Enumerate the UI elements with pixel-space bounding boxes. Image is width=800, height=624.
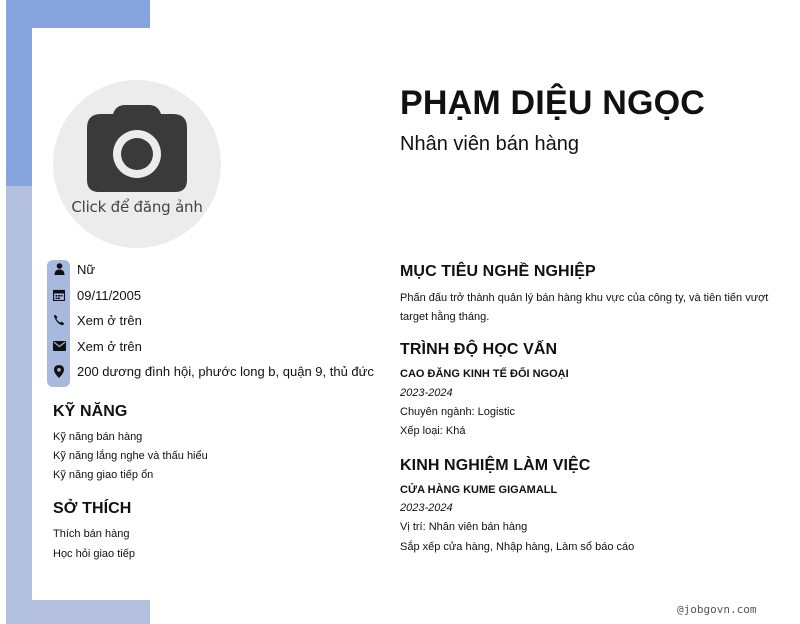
education-period: 2023-2024	[400, 387, 453, 399]
contact-birthday	[48, 285, 141, 305]
candidate-name: PHẠM DIỆU NGỌC	[400, 84, 706, 122]
experience-heading: KINH NGHIỆM LÀM VIỆC	[400, 457, 591, 474]
person-icon	[48, 259, 70, 279]
school-name: CAO ĐĂNG KINH TẾ ĐỐI NGOẠI	[400, 368, 569, 380]
contact-gender	[48, 259, 95, 279]
experience-period: 2023-2024	[400, 502, 453, 514]
phone-icon	[48, 310, 70, 330]
experience-position: Vị trí: Nhân viên bán hàng	[400, 521, 528, 533]
experience-duties: Sắp xếp cửa hàng, Nhập hàng, Làm sổ báo cáo	[400, 541, 635, 553]
calendar-icon	[48, 285, 70, 305]
photo-upload[interactable]	[53, 80, 221, 248]
contact-address	[48, 361, 374, 381]
hobbies-heading: SỞ THÍCH	[53, 500, 132, 517]
hobby-item: Thích bán hàng	[53, 528, 130, 540]
company-name: CỬA HÀNG KUME GIGAMALL	[400, 484, 558, 496]
email-value: Xem ở trên	[77, 338, 142, 354]
objective-heading: MỤC TIÊU NGHỀ NGHIỆP	[400, 263, 596, 280]
mail-icon	[48, 336, 70, 356]
skill-item: Kỹ năng giao tiếp ổn	[53, 469, 154, 481]
watermark: @jobgovn.com	[677, 603, 757, 616]
address-value: 200 dương đình hội, phước long b, quận 9, thủ đức	[77, 363, 374, 379]
education-grade: Xếp loại: Khá	[400, 425, 466, 437]
contact-phone	[48, 310, 142, 330]
job-title: Nhân viên bán hàng	[400, 133, 580, 155]
birthday-value: 09/11/2005	[77, 287, 142, 303]
education-heading: TRÌNH ĐỘ HỌC VẤN	[400, 341, 558, 358]
photo-caption: Click để đăng ảnh	[71, 198, 203, 216]
skill-item: Kỹ năng lắng nghe và thấu hiểu	[53, 450, 208, 462]
location-pin-icon	[48, 361, 70, 381]
skill-item: Kỹ năng bán hàng	[53, 431, 143, 443]
contact-email	[48, 336, 142, 356]
camera-icon	[85, 104, 189, 196]
education-major: Chuyên ngành: Logistic	[400, 406, 515, 418]
hobby-item: Học hỏi giao tiếp	[53, 548, 135, 560]
skills-heading: KỸ NĂNG	[53, 403, 128, 420]
phone-value: Xem ở trên	[77, 312, 142, 328]
gender-value: Nữ	[77, 261, 96, 277]
objective-text: Phấn đấu trở thành quản lý bán hàng khu vực của công ty, và tiên tiến vượt target hằng tháng.	[400, 292, 769, 323]
